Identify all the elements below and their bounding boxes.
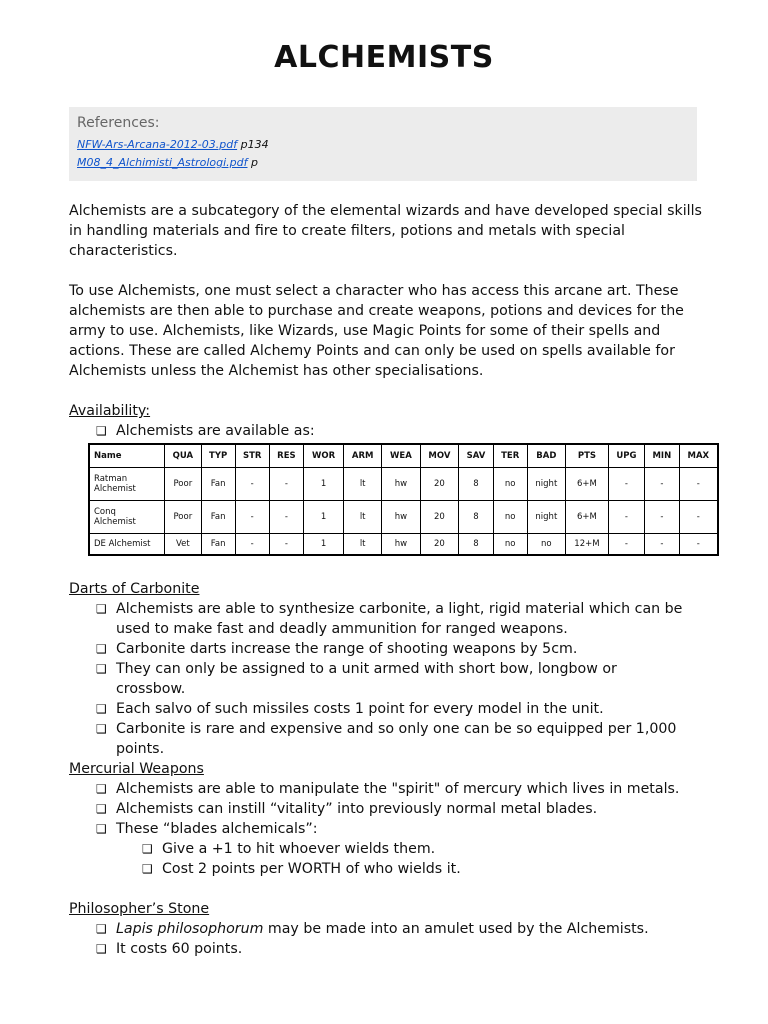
column-header: MOV <box>420 444 459 468</box>
table-cell: - <box>608 534 644 556</box>
intro-paragraph-2: To use Alchemists, one must select a character who has access this arcane art. These alchemists are then able to purchase and create weapons, potions and devices for the army to use. Alchemists, like Wizards, use Magic Points for some of their spells and actions. These are called Alchemy Points and can only be used on spells available for Alchemists unless the Alchemist has other specialisations. <box>69 283 684 379</box>
checkbox-icon: ❑ <box>96 722 107 736</box>
checkbox-icon: ❑ <box>96 662 107 676</box>
availability-list <box>94 421 714 441</box>
stone-list <box>94 919 714 959</box>
table-cell: lt <box>344 534 382 556</box>
table-cell: hw <box>382 501 420 534</box>
column-header: RES <box>269 444 303 468</box>
column-header: SAV <box>459 444 494 468</box>
list-item: ❑ Lapis philosophorum may be made into an amulet used by the Alchemists. <box>96 921 649 937</box>
checkbox-icon: ❑ <box>96 702 107 716</box>
list-item: ❑ Alchemists are able to manipulate the "spirit" of mercury which lives in metals. <box>96 781 680 797</box>
table-cell: Vet <box>165 534 202 556</box>
darts-heading: Darts of Carbonite <box>69 581 200 597</box>
table-cell: 12+M <box>566 534 609 556</box>
column-header: UPG <box>608 444 644 468</box>
table-cell: Ratman Alchemist <box>89 468 165 501</box>
list-item: ❑ Each salvo of such missiles costs 1 point for every model in the unit. <box>96 701 604 717</box>
table-row <box>89 501 718 534</box>
checkbox-icon: ❑ <box>142 842 153 856</box>
reference-link[interactable]: M08_4_Alchimisti_Astrologi.pdf <box>77 156 248 169</box>
table-cell: - <box>645 501 680 534</box>
table-cell: - <box>269 501 303 534</box>
table-cell: - <box>235 468 269 501</box>
column-header: BAD <box>527 444 565 468</box>
checkbox-icon: ❑ <box>96 782 107 796</box>
list-item: ❑ Cost 2 points per WORTH of who wields it. <box>142 861 461 877</box>
mercurial-heading: Mercurial Weapons <box>69 761 204 777</box>
table-cell: - <box>235 534 269 556</box>
table-header-row <box>89 444 718 468</box>
column-header: PTS <box>566 444 609 468</box>
checkbox-icon: ❑ <box>96 642 107 656</box>
table-cell: - <box>645 468 680 501</box>
table-cell: 1 <box>304 534 344 556</box>
column-header: WOR <box>304 444 344 468</box>
table-cell: 6+M <box>566 501 609 534</box>
darts-list <box>94 599 684 759</box>
table-cell: Fan <box>201 534 235 556</box>
table-cell: Fan <box>201 501 235 534</box>
table-cell: 8 <box>459 468 494 501</box>
list-item: ❑ These “blades alchemicals”: <box>96 821 318 837</box>
table-cell: - <box>679 468 718 501</box>
list-item: ❑ They can only be assigned to a unit armed with short bow, longbow or crossbow. <box>96 661 617 697</box>
table-cell: 20 <box>420 468 459 501</box>
table-cell: - <box>679 501 718 534</box>
table-cell: - <box>235 501 269 534</box>
table-cell: lt <box>344 501 382 534</box>
mercurial-list <box>94 779 734 839</box>
list-item: ❑ Alchemists are available as: <box>96 423 315 439</box>
checkbox-icon: ❑ <box>96 822 107 836</box>
table-cell: no <box>493 534 527 556</box>
table-cell: night <box>527 501 565 534</box>
availability-heading: Availability: <box>69 403 151 419</box>
list-item: ❑ Give a +1 to hit whoever wields them. <box>142 841 436 857</box>
list-item: ❑ Alchemists can instill “vitality” into previously normal metal blades. <box>96 801 598 817</box>
reference-item <box>77 156 258 169</box>
table-cell: - <box>269 468 303 501</box>
table-row <box>89 468 718 501</box>
table-cell: night <box>527 468 565 501</box>
table-cell: no <box>493 501 527 534</box>
table-cell: - <box>645 534 680 556</box>
table-cell: DE Alchemist <box>89 534 165 556</box>
checkbox-icon: ❑ <box>142 862 153 876</box>
table-cell: 1 <box>304 501 344 534</box>
mercurial-sublist <box>140 839 720 879</box>
column-header: ARM <box>344 444 382 468</box>
references-label: References: <box>77 115 160 131</box>
table-cell: hw <box>382 534 420 556</box>
table-cell: 8 <box>459 534 494 556</box>
table-cell: Conq Alchemist <box>89 501 165 534</box>
table-cell: 20 <box>420 501 459 534</box>
list-item: ❑ Carbonite darts increase the range of shooting weapons by 5cm. <box>96 641 578 657</box>
column-header: Name <box>89 444 165 468</box>
table-cell: 6+M <box>566 468 609 501</box>
column-header: MIN <box>645 444 680 468</box>
table-cell: Poor <box>165 468 202 501</box>
checkbox-icon: ❑ <box>96 602 107 616</box>
table-cell: 20 <box>420 534 459 556</box>
list-item: ❑ Carbonite is rare and expensive and so only one can be so equipped per 1,000 points. <box>96 721 677 757</box>
reference-item <box>77 138 269 151</box>
column-header: WEA <box>382 444 420 468</box>
table-cell: - <box>608 468 644 501</box>
intro-paragraph-1: Alchemists are a subcategory of the elemental wizards and have developed special skills in handling materials and fire to create filters, potions and metals with special characteristics. <box>69 203 702 259</box>
reference-page: p <box>247 156 258 169</box>
availability-table <box>88 443 719 556</box>
reference-link[interactable]: NFW-Ars-Arcana-2012-03.pdf <box>77 138 238 151</box>
table-cell: - <box>608 501 644 534</box>
table-cell: Fan <box>201 468 235 501</box>
column-header: TYP <box>201 444 235 468</box>
column-header: QUA <box>165 444 202 468</box>
list-item: ❑ It costs 60 points. <box>96 941 243 957</box>
table-cell: 8 <box>459 501 494 534</box>
table-cell: no <box>527 534 565 556</box>
table-cell: 1 <box>304 468 344 501</box>
page-title: ALCHEMISTS <box>274 40 494 75</box>
references-box <box>69 107 697 181</box>
checkbox-icon: ❑ <box>96 922 107 936</box>
table-row <box>89 534 718 556</box>
checkbox-icon: ❑ <box>96 802 107 816</box>
stone-heading: Philosopher’s Stone <box>69 901 210 917</box>
table-cell: hw <box>382 468 420 501</box>
table-cell: lt <box>344 468 382 501</box>
table-cell: no <box>493 468 527 501</box>
column-header: STR <box>235 444 269 468</box>
table-cell: Poor <box>165 501 202 534</box>
column-header: MAX <box>679 444 718 468</box>
table-cell: - <box>679 534 718 556</box>
list-item: ❑ Alchemists are able to synthesize carbonite, a light, rigid material which can be used to make fast and deadly ammunition for ranged weapons. <box>96 601 683 637</box>
checkbox-icon: ❑ <box>96 424 107 438</box>
table-cell: - <box>269 534 303 556</box>
column-header: TER <box>493 444 527 468</box>
reference-page: p134 <box>237 138 269 151</box>
checkbox-icon: ❑ <box>96 942 107 956</box>
